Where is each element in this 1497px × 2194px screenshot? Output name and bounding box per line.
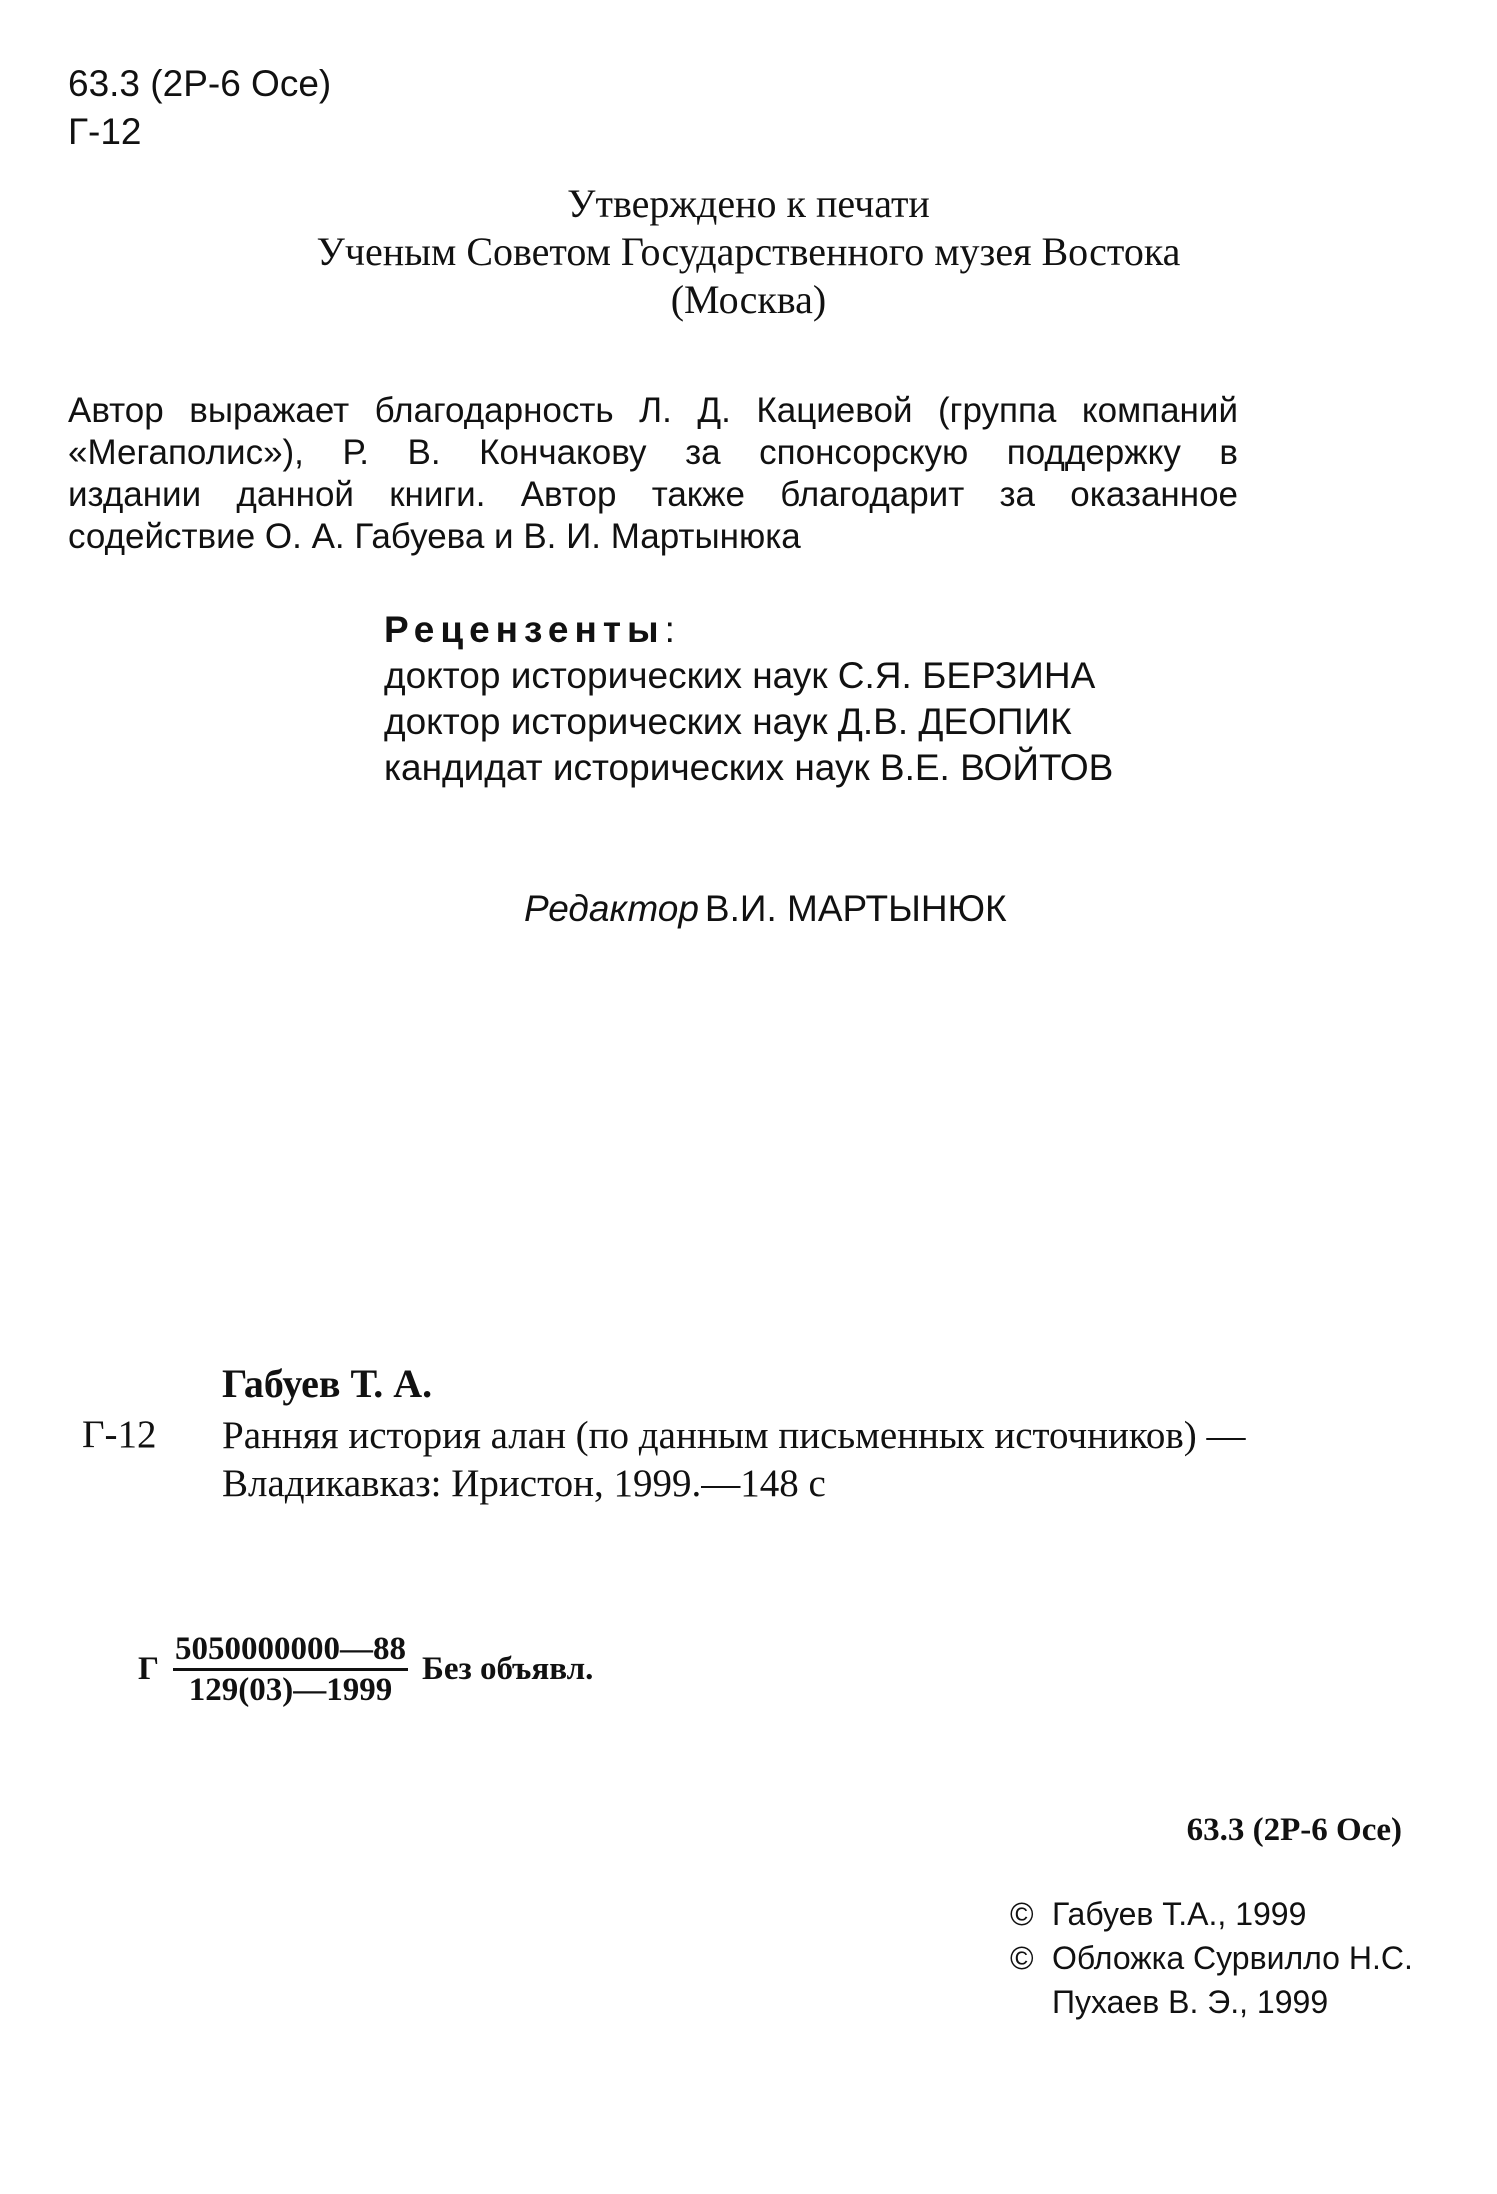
reviewer-item: доктор исторических наук С.Я. БЕРЗИНА [384, 655, 1096, 696]
bibliography-title: Ранняя история алан (по данным письменных источников) — [222, 1414, 1246, 1457]
approval-block [0, 180, 1497, 324]
bibliography-code: Г-12 [82, 1413, 157, 1456]
book-code: Г-12 [68, 111, 142, 152]
udc-code: 63.3 (2P-6 Oce) [68, 63, 332, 104]
acknowledgement-line: «Мегаполис»), Р. В. Кончакову за спонсорскую поддержку в [68, 433, 1238, 472]
copyright-icon: © [1010, 1940, 1034, 1976]
acknowledgement-line: Автор выражает благодарность Л. Д. Кациевой (группа компаний [68, 391, 1238, 430]
editor-name: В.И. МАРТЫНЮК [704, 888, 1007, 929]
editor-line [524, 888, 1007, 930]
acknowledgement-line: содействие О. А. Габуева и В. И. Мартынюка [68, 517, 801, 556]
bibliography-publisher: Владикавказ: Иристон, 1999.—148 с [222, 1462, 826, 1505]
formula-denominator: 129(03)—1999 [188, 1672, 393, 1708]
reviewer-item: доктор исторических наук Д.В. ДЕОПИК [384, 701, 1072, 742]
udc-bottom: 63.3 (2P-6 Oce) [1186, 1812, 1402, 1848]
copyright-line: Пухаев В. Э., 1999 [1052, 1984, 1329, 2020]
bibliography-description [222, 1412, 1246, 1508]
copyright-line: © Обложка Сурвилло Н.С. [1010, 1936, 1413, 1980]
editor-role: Редактор [524, 888, 699, 929]
approval-line: (Москва) [670, 277, 827, 322]
formula-fraction [173, 1632, 408, 1707]
reviewers-title: Рецензенты [384, 609, 665, 650]
formula-note: Без объявл. [422, 1651, 594, 1687]
udc-header [68, 60, 331, 156]
copyright-block [1010, 1892, 1413, 2024]
reviewers-block [384, 607, 1113, 791]
copyright-icon: © [1010, 1896, 1034, 1932]
copyright-line: © Габуев Т.А., 1999 [1010, 1892, 1413, 1936]
reviewer-item: кандидат исторических наук В.Е. ВОЙТОВ [384, 747, 1114, 788]
formula-numerator: 5050000000—88 [173, 1632, 408, 1671]
classification-formula [138, 1632, 593, 1707]
approval-line: Ученым Советом Государственного музея Востока [316, 229, 1181, 274]
acknowledgement-line: издании данной книги. Автор также благодарит за оказанное [68, 475, 1238, 514]
bibliography-author: Габуев Т. А. [222, 1361, 433, 1406]
formula-letter: Г [138, 1651, 159, 1687]
reviewers-heading: Рецензенты: [384, 609, 675, 650]
approval-line: Утверждено к печати [567, 181, 930, 226]
acknowledgement-block [68, 390, 1238, 558]
